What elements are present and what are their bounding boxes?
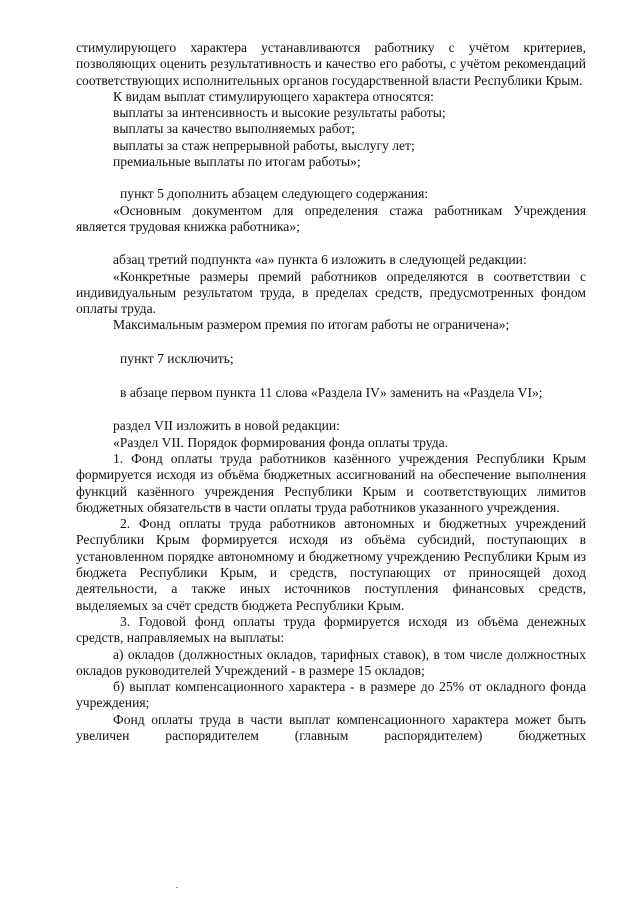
section-heading: «Раздел VII. Порядок формирования фонда оплаты труда.: [113, 434, 449, 450]
paragraph-max-bonus: Максимальным размером премия по итогам работы не ограничена»;: [113, 317, 510, 333]
paragraph-item5-text: «Основным документом для определения стажа работникам Учреждения является трудовая книжка работника»;: [76, 202, 586, 234]
document-body: [76, 40, 586, 744]
paragraph-item11: в абзаце первом пункта 11 слова «Раздела IV» заменить на «Раздела VI»;: [120, 385, 543, 401]
spacer: [76, 367, 586, 385]
paragraph-criteria: стимулирующего характера устанавливаются работнику с учётом критериев, позволяющих оценить результативность и качество его работы, с учётом рекомендаций соответствующих исполнительных органов государственной власти Республики Крым.: [76, 40, 586, 88]
scan-mark: [176, 887, 178, 888]
paragraph-item6-text: «Конкретные размеры премий работников определяются в соответствии с индивидуальным результатом труда, в пределах средств, предусмотренных фондом оплаты труда.: [76, 268, 586, 317]
spacer: [76, 401, 586, 418]
paragraph-section7: раздел VII изложить в новой редакции:: [113, 418, 340, 434]
spacer: [76, 235, 586, 252]
paragraph-item7: пункт 7 исключить;: [120, 350, 234, 366]
paragraph-fund-compensation: Фонд оплаты труда в части выплат компенсационного характера может быть увеличен распорядителем (главным распорядителем) бюджетных: [76, 711, 586, 743]
spacer: [76, 170, 586, 186]
clause-1: 1. Фонд оплаты труда работников казённого учреждения Республики Крым формируется исходя из объёма бюджетных ассигнований на обеспечение выполнения функций казённого учреждения Республики Крым и соответствующих лимитов бюджетных обязательств в части оплаты труда работников указанного учреждения.: [76, 450, 586, 515]
clause-3: 3. Годовой фонд оплаты труда формируется исходя из объёма денежных средств, направляемых на выплаты:: [76, 613, 586, 646]
list-item-intensity: выплаты за интенсивность и высокие результаты работы;: [113, 105, 446, 121]
clause-3a: а) окладов (должностных окладов, тарифных ставок), в том числе должностных окладов руководителей Учреждений - в размере 15 окладов;: [76, 646, 586, 678]
list-item-seniority: выплаты за стаж непрерывной работы, выслугу лет;: [113, 137, 415, 153]
paragraph-item5: пункт 5 дополнить абзацем следующего содержания:: [120, 186, 429, 202]
clause-2: 2. Фонд оплаты труда работников автономных и бюджетных учреждений Республики Крым формируется исходя из объёма субсидий, поступающих в установленном порядке автономному и бюджетному учреждению Республики Крым из бюджета Республики Крым, и средств, поступающих от приносящей доход деятельности, а также иных источников поступления финансовых средств, выделяемых за счёт средств бюджета Республики Крым.: [76, 516, 586, 613]
clause-3b: б) выплат компенсационного характера - в размере до 25% от окладного фонда учреждения;: [76, 679, 586, 711]
paragraph-types-intro: К видам выплат стимулирующего характера относятся:: [113, 88, 434, 104]
paragraph-item6: абзац третий подпункта «а» пункта 6 изложить в следующей редакции:: [113, 252, 527, 268]
list-item-bonus: премиальные выплаты по итогам работы»;: [113, 154, 361, 170]
spacer: [76, 334, 586, 351]
list-item-quality: выплаты за качество выполняемых работ;: [113, 121, 355, 137]
